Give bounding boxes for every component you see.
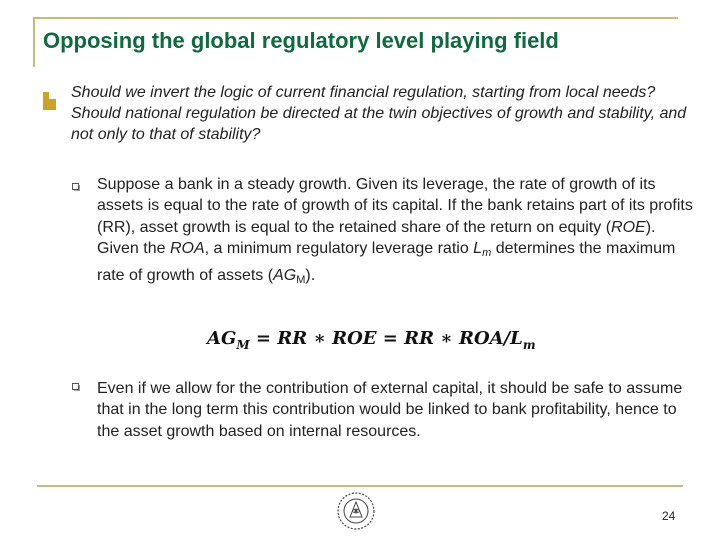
hollow-square-bullet-icon [72, 383, 80, 391]
top-frame-line [34, 17, 678, 19]
slide-title: Opposing the global regulatory level playing field [43, 28, 559, 53]
hollow-square-bullet-icon [72, 183, 80, 191]
bottom-frame-line [37, 485, 683, 487]
square-bullet-icon [43, 92, 57, 110]
intro-question: Should we invert the logic of current financial regulation, starting from local needs? Should national regulation be directed at the twin objectives of growth and stability, and not only to that of stability? [71, 84, 687, 143]
growth-equation: $AG_M$ = RR ∗ ROE = RR ∗ ROA/$L_m$ [207, 328, 536, 352]
page-number: 24 [662, 509, 676, 523]
bullet-steady-growth: Suppose a bank in a steady growth. Given its leverage, the rate of growth of its assets is equal to the rate of growth of its capital. If the bank retains part of its profits (RR), asset growth is equal to the retained share of the return on equity (ROE). Given the ROA, a minimum regulatory leverage ratio $L_m$ determines the maximum rate of growth of assets $(AG_M)$. [97, 176, 693, 286]
bullet-external-capital: Even if we allow for the contribution of external capital, it should be safe to assume that in the long term this contribution would be linked to bank profitability, hence to the asset growth based on internal resources. [97, 380, 683, 440]
university-seal-logo [336, 491, 376, 531]
left-frame-line [33, 17, 35, 67]
